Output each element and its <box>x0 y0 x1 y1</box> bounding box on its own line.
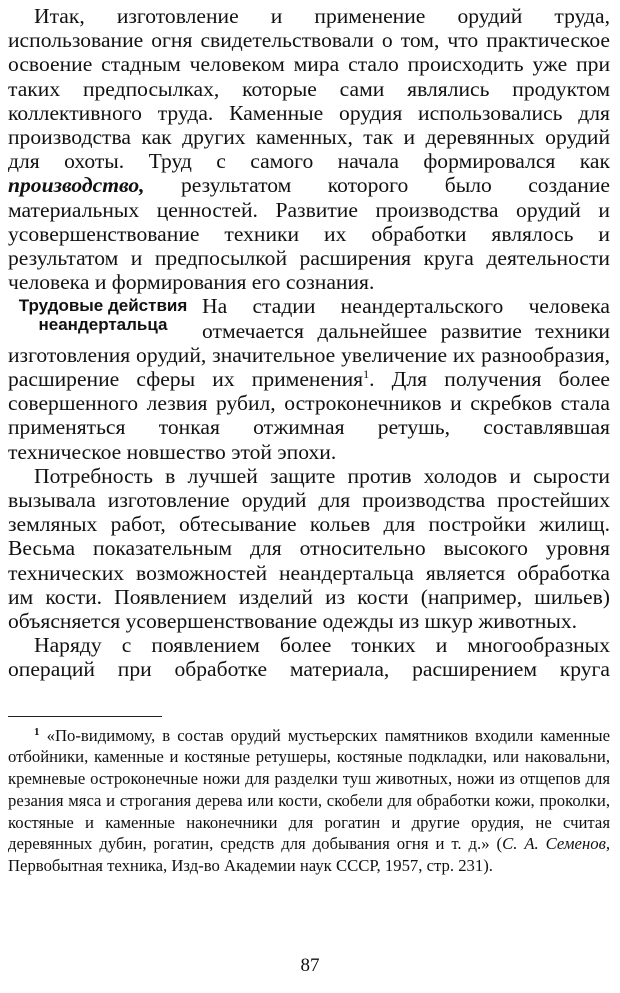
footnote: $^1$ «По-видимому, в состав орудий мустьерских памятников входили каменные отбойники, каменные и костяные ретушеры, костяные подкладки, или наковальни, кремневые остроконечные ножи для разделки туш животных, ножи из отщепов для резания мяса и строгания дерева или кости, скобели для обработки кожи, проколки, костяные и каменные наконечники для рогатин и другие орудия, не считая деревянных дубин, рогатин, средств для добывания огня и т. д.» (С. А. Семенов, Первобытная техника, Изд-во Академии наук СССР, 1957, стр. 231). <box>8 725 610 875</box>
emphasis-production: производство, <box>8 173 145 198</box>
footnote-number: 1 <box>34 725 40 738</box>
side-heading: Трудовые действия неандертальца <box>18 296 188 335</box>
footnote-ref: 1 <box>363 367 370 382</box>
main-text <box>8 4 610 682</box>
paragraph-4: Наряду с появлением более тонких и многообразных операций при обработке материала, расширением круга <box>8 633 610 682</box>
paragraph-3: Потребность в лучшей защите против холодов и сырости вызывала изготовление орудий для производства простейших земляных работ, обтесывание кольев для постройки жилищ. Весьма показательным для относительно высокого уровня технических возможностей неандертальца является обработка им кости. Появлением изделий из кости (например, шильев) объясняется усовершенствование одежды из шкур животных. <box>8 463 610 634</box>
paragraph-2: На стадии неандертальского человека отмечается дальнейшее развитие техники изготовления орудий, значительное увеличение их разнообразия, расширение сферы их применения$^1$. Для получения более совершенного лезвия рубил, остроконечников и скребков стала применяться тонкая отжимная ретушь, составлявшая техническое новшество этой эпохи. <box>8 294 610 464</box>
paragraph-1: Итак, изготовление и применение орудий труда, использование огня свидетельствовали о том, что практическое освоение стадным человеком мира стало происходить уже при таких предпосылках, которые сами являлись продуктом коллективного труда. Каменные орудия использовались для производства как других каменных, так и деревянных орудий для охоты. Труд с самого начала формировался как производство, результатом которого было создание материальных ценностей. Развитие производства орудий и усовершенствование техники их обработки являлось и результатом и предпосылкой расширения круга деятельности человека и формирования его сознания. <box>8 4 610 295</box>
footnote-author: С. А. Семенов, <box>502 834 610 854</box>
section-neanderthal <box>8 294 610 463</box>
footnote-separator <box>8 716 162 717</box>
page-number: 87 <box>300 955 320 976</box>
